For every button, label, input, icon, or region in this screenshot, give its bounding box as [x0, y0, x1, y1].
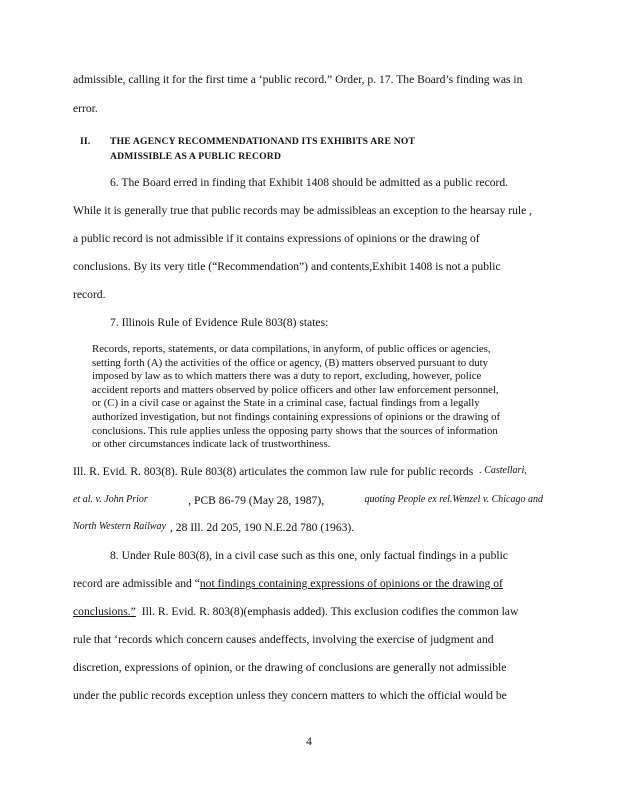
- para6-line-3: a public record is not admissible if it contains expressions of opinions or the drawing of: [73, 232, 480, 245]
- heading-number: II.: [80, 136, 91, 147]
- page-number: 4: [306, 735, 312, 748]
- body-line-2: error.: [73, 102, 98, 115]
- para8-text: record are admissible and “: [73, 577, 200, 590]
- citation-case-name: . Castellari,: [479, 465, 527, 476]
- para8-line-4: rule that ‘records which concern causes andeffects, involving the exercise of judgment and: [73, 633, 494, 646]
- citation-line-3: [73, 521, 543, 534]
- para6-line-5: record.: [73, 288, 106, 301]
- citation-case-name: et al. v. John Prior: [73, 494, 148, 505]
- para8-line-1: 8. Under Rule 803(8), in a civil case such as this one, only factual findings in a public: [110, 549, 508, 562]
- body-line-1: admissible, calling it for the first time a ‘public record.” Order, p. 17. The Board’s finding was in: [73, 73, 523, 86]
- quote-line: authorized investigation, but not findings containing expressions of opinions or the drawing of: [92, 410, 501, 423]
- quote-line: setting forth (A) the activities of the office or agency, (B) matters observed pursuant to duty: [92, 356, 489, 369]
- citation-case-name: quoting People ex rel.Wenzel v. Chicago and: [364, 494, 543, 505]
- para8-line-3: [73, 605, 543, 618]
- para8-emphasis: conclusions.”: [73, 605, 136, 618]
- para6-line-1: 6. The Board erred in finding that Exhibit 1408 should be admitted as a public record.: [110, 176, 509, 189]
- heading-line-2: ADMISSIBLE AS A PUBLIC RECORD: [110, 151, 282, 162]
- quote-line: Records, reports, statements, or data compilations, in anyform, of public offices or agencies,: [92, 343, 491, 355]
- quote-line: imposed by law as to which matters there was a duty to report, excluding, however, police: [92, 370, 482, 383]
- citation-text: , 28 Ill. 2d 205, 190 N.E.2d 780 (1963).: [169, 521, 355, 534]
- para7-intro: 7. Illinois Rule of Evidence Rule 803(8) states:: [110, 316, 329, 329]
- heading-line-1: THE AGENCY RECOMMENDATIONAND ITS EXHIBITS ARE NOT: [110, 136, 416, 147]
- para6-line-4: conclusions. By its very title (“Recommendation”) and contents,Exhibit 1408 is not a public: [73, 260, 501, 273]
- citation-text: Ill. R. Evid. R. 803(8). Rule 803(8) articulates the common law rule for public records: [73, 465, 474, 478]
- para8-line-5: discretion, expressions of opinion, or the drawing of conclusions are generally not admissible: [73, 661, 507, 674]
- para8-emphasis: not findings containing expressions of opinions or the drawing of: [199, 577, 503, 590]
- para6-line-2: While it is generally true that public records may be admissibleas an exception to the hearsay rule ,: [73, 204, 533, 217]
- para8-text: Ill. R. Evid. R. 803(8)(emphasis added). This exclusion codifies the common law: [141, 605, 519, 618]
- citation-text: , PCB 86-79 (May 28, 1987),: [188, 494, 325, 507]
- para8-line-6: under the public records exception unless they concern matters to which the official would be: [73, 689, 507, 702]
- citation-line-1: [73, 465, 543, 478]
- quote-line: or other circumstances indicate lack of trustworthiness.: [92, 438, 331, 451]
- citation-line-2: [73, 494, 543, 507]
- quote-line: or (C) in a civil case or against the State in a criminal case, factual findings from a legally: [92, 397, 480, 410]
- quote-line: accident reports and matters observed by police officers and other law enforcement personnel,: [92, 383, 499, 396]
- citation-case-name: North Western Railway: [73, 521, 166, 532]
- para8-line-2: [73, 577, 543, 590]
- rule-block-quote: [92, 343, 533, 452]
- quote-line: conclusions. This rule applies unless the opposing party shows that the sources of information: [92, 424, 498, 437]
